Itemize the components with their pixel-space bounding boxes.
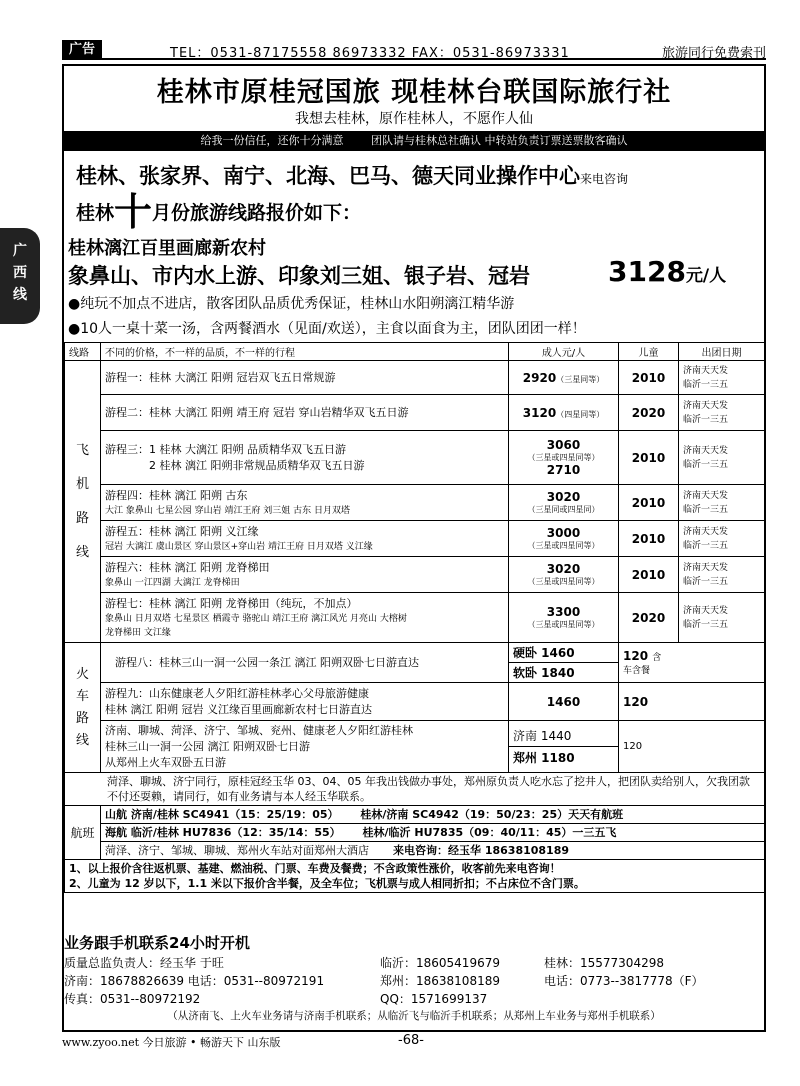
price-note: （三星同或四星同）: [527, 505, 600, 514]
side-tab-char: 西: [13, 265, 27, 281]
footer-website: www.zyoo.net 今日旅游 • 畅游天下 山东版: [62, 1036, 281, 1049]
route-cell: [101, 721, 509, 773]
table-row: [65, 860, 765, 893]
adult-price-cell: [509, 485, 619, 521]
child-price-note: 含: [652, 653, 662, 663]
departure-linyi: 临沂一三五: [683, 414, 729, 425]
col-header-line: 线路: [65, 343, 101, 361]
adult-price-2: 2710: [546, 463, 581, 477]
route-main: 游程六：桂林 漓江 阳朔 龙脊梯田: [105, 560, 270, 574]
departure-linyi: 临沂一三五: [683, 540, 729, 551]
col-header-child: 儿童: [619, 343, 679, 361]
notes-cell: [65, 860, 765, 893]
departure-linyi: 临沂一三五: [683, 379, 729, 390]
price-note: （三星或四星同等）: [527, 541, 600, 550]
departure-jinan: 济南天天发: [683, 365, 729, 376]
operation-center-suffix: 来电咨询: [580, 172, 629, 186]
footer-zhengzhou: 郑州：18638108189: [380, 974, 500, 988]
air-hu-return: 桂林/临沂 HU7835（09：40/11：45）一三五飞: [362, 826, 617, 839]
departure-jinan: 济南天天发: [683, 445, 729, 456]
operation-center-line: [76, 160, 628, 190]
route-cell: [101, 485, 509, 521]
month-pre: 桂林: [76, 202, 115, 224]
departure-jinan: 济南天天发: [683, 490, 729, 501]
route-main-2: 2 桂林 漓江 阳朔非常规品质精华双飞五日游: [149, 458, 365, 472]
ad-tag: 广告: [62, 40, 102, 60]
route-main: 游程七：桂林 漓江 阳朔 龙脊梯田（纯玩，不加点）: [105, 596, 358, 610]
jinan-price: 济南 1440: [509, 725, 618, 747]
departure-linyi: 临沂一三五: [683, 459, 729, 470]
agency-motto: 我想去桂林，原作桂林人，不愿作人仙: [295, 111, 533, 127]
route-cell: [101, 395, 509, 431]
route-sub: 象鼻山 日月双塔 七星景区 栖霞寺 骆驼山 靖江王府 漓江风光 月亮山 大榕树: [105, 613, 407, 624]
route-main-3: 从郑州上火车双卧五日游: [105, 755, 226, 769]
col-header-desc: 不同的价格，不一样的品质，不一样的行程: [101, 343, 509, 361]
footer-quality: 质量总监负责人：经玉华 于旺: [64, 956, 224, 970]
child-meal-note: 车含餐: [623, 666, 651, 676]
product-name: 桂林漓江百里画廊新农村: [68, 238, 266, 259]
product-bullet: ●10人一桌十菜一汤，含两餐酒水（见面/欢送），主食以面食为主，团队团团一样！: [68, 321, 586, 337]
child-price: 2020: [619, 395, 679, 431]
table-row: [65, 721, 765, 773]
departure-linyi: 临沂一三五: [683, 619, 729, 630]
category-char: 火: [75, 666, 89, 682]
table-row: [65, 773, 765, 806]
price-note: （三星或四星同等）: [527, 620, 600, 629]
footer-contact-bar: （从济南飞、上火车业务请与济南手机联系；从临沂飞与临沂手机联系；从郑州上车业务与郑州手机联系）: [167, 1010, 661, 1022]
table-row: [65, 395, 765, 431]
route-cell: [101, 361, 509, 395]
adult-price-cell: [509, 395, 619, 431]
table-row: [65, 361, 765, 395]
adult-price-cell: [509, 593, 619, 643]
route-main: 游程四：桂林 漓江 阳朔 古东: [105, 488, 248, 502]
child-price: 2010: [619, 557, 679, 593]
route-sub: 大江 象鼻山 七星公园 穿山岩 靖江王府 刘三姐 古东 日月双塔: [105, 505, 351, 516]
month-post: 月份旅游线路报价如下：: [152, 202, 362, 224]
child-price: 120: [623, 649, 649, 663]
child-price: 2010: [619, 485, 679, 521]
route-sub: 桂林 漓江 阳朔 冠岩 义江缘百里画廊新农村七日游直达: [105, 702, 372, 716]
hard-sleeper-price: 硬卧 1460: [509, 643, 618, 663]
adult-price: 2920: [522, 370, 557, 385]
departure-cell: [679, 485, 765, 521]
footer-heading: 业务跟手机联系24小时开机: [64, 934, 250, 952]
departure-jinan: 济南天天发: [683, 400, 729, 411]
adult-price: 3120: [522, 405, 557, 420]
departure-linyi: 临沂一三五: [683, 504, 729, 515]
header-tel-fax: TEL：0531-87175558 86973332 FAX：0531-86973331: [170, 46, 570, 61]
route-main: 游程五：桂林 漓江 阳朔 义江缘: [105, 524, 259, 538]
month-heading: [76, 190, 362, 234]
route-main: 游程三：1 桂林 大漓江 阳朔 品质精华双飞五日游: [105, 442, 346, 456]
adult-price: 3000: [546, 526, 581, 540]
table-row: [65, 431, 765, 485]
adult-price-cell: [509, 721, 619, 773]
adult-price: 3020: [546, 490, 581, 504]
category-air: 航班: [65, 806, 101, 860]
adult-price-cell: [509, 557, 619, 593]
footer-fax: 传真：0531--80972192: [64, 992, 201, 1006]
adult-price: 3300: [546, 605, 581, 619]
table-header-row: [65, 343, 765, 361]
zhengzhou-price: 郑州 1180: [513, 751, 575, 765]
footer-guilin-phone: 电话：0773--3817778（F）: [544, 974, 704, 988]
route-main-2: 桂林三山一洞一公园 漓江 阳朔双卧七日游: [105, 739, 310, 753]
route-cell: [101, 521, 509, 557]
table-row: [65, 557, 765, 593]
adult-price: 1460: [509, 683, 619, 721]
category-char: 机: [75, 476, 89, 492]
child-price: 120: [619, 683, 765, 721]
price-note: （三星或四星同等）: [527, 453, 600, 462]
header-free-copy: 旅游同行免费索刊: [661, 46, 766, 61]
category-flight: [65, 361, 101, 643]
price-note: （三星或四星同等）: [527, 577, 600, 586]
product-bullet: ●纯玩不加点不进店，散客团队品质优秀保证，桂林山水阳朔漓江精华游: [68, 296, 515, 312]
category-char: 线: [75, 544, 89, 560]
departure-cell: [679, 593, 765, 643]
guangxi-line-side-tab: [0, 228, 40, 324]
operation-center-text: 桂林、张家界、南宁、北海、巴马、德天同业操作中心: [76, 164, 580, 188]
footer-jinan: 济南：18678826639 电话：0531--80972191: [64, 974, 325, 988]
product-price-value: 3128: [608, 255, 686, 288]
route-main: 济南、聊城、菏泽、济宁、邹城、兖州、健康老人夕阳红游桂林: [105, 723, 413, 737]
notice-cell: 菏泽、聊城、济宁同行，原桂冠经玉华 03、04、05 年我出钱做办事处，郑州原负责人吃水忘了挖井人，把团队卖给别人，欠我团款不付还耍赖，请同行，如有业务请与本人经玉华联系。: [65, 773, 765, 806]
departure-cell: [679, 431, 765, 485]
adult-price-cell: [509, 521, 619, 557]
price-table: [64, 342, 765, 893]
category-char: 飞: [75, 442, 89, 458]
col-header-adult: 成人元/人: [509, 343, 619, 361]
adult-price-cell: [509, 643, 619, 683]
side-tab-char: 广: [13, 243, 27, 259]
child-price-cell: [619, 643, 765, 683]
air-line-1: [101, 806, 765, 824]
departure-cell: [679, 395, 765, 431]
trust-bar: [64, 131, 764, 151]
route-sub-2: 龙脊梯田 文江缘: [105, 627, 171, 638]
price-note: （四星同等）: [556, 409, 605, 419]
note-2: 2、儿童为 12 岁以下，1.1 米以下报价含半餐，及全车位；飞机票与成人相同折扣；不占床位不含门票。: [69, 877, 585, 890]
trust-confirm: 团队请与桂林总社确认 中转站负责订票送票散客确认: [371, 134, 628, 147]
departure-linyi: 临沂一三五: [683, 576, 729, 587]
departure-cell: [679, 361, 765, 395]
route-main: 游程一：桂林 大漓江 阳朔 冠岩双飞五日常规游: [105, 370, 336, 384]
table-row: [65, 485, 765, 521]
top-header-bar: [62, 40, 766, 60]
table-row: [65, 683, 765, 721]
adult-price-cell: [509, 431, 619, 485]
route-main: 游程二：桂林 大漓江 阳朔 靖王府 冠岩 穿山岩精华双飞五日游: [105, 405, 409, 419]
month-big: 十: [114, 190, 153, 234]
child-price: 2010: [619, 361, 679, 395]
trust-slogan: 给我一份信任，还你十分满意: [200, 134, 344, 147]
departure-jinan: 济南天天发: [683, 605, 729, 616]
category-char: 线: [75, 732, 89, 748]
adult-price: 3060: [546, 438, 581, 452]
adult-price-cell: [509, 361, 619, 395]
product-price: [608, 255, 726, 288]
table-row: [65, 643, 765, 683]
air-line-3: [101, 842, 765, 860]
route-cell: [101, 593, 509, 643]
child-price: 2010: [619, 521, 679, 557]
col-header-departure: 出团日期: [679, 343, 765, 361]
departure-jinan: 济南天天发: [683, 526, 729, 537]
route-main: 游程九：山东健康老人夕阳红游桂林孝心父母旅游健康: [105, 686, 369, 700]
table-row: [65, 593, 765, 643]
soft-sleeper-price: 软卧 1840: [513, 666, 575, 680]
route-cell: [101, 643, 509, 683]
route-cell: [101, 683, 509, 721]
child-price: 120: [619, 721, 765, 773]
price-note: （三星同等）: [556, 374, 605, 384]
air-sc-outbound: 山航 济南/桂林 SC4941（15：25/19：05）: [105, 808, 339, 821]
note-1: 1、以上报价含往返机票、基建、燃油税、门票、车费及餐费；不含政策性涨价，收客前先来电咨询！: [69, 862, 561, 875]
departure-cell: [679, 557, 765, 593]
route-sub: 象鼻山 一江四湖 大漓江 龙脊梯田: [105, 577, 240, 588]
air-contact: 来电咨询：经玉华 18638108189: [393, 844, 570, 857]
route-cell: [101, 557, 509, 593]
departure-cell: [679, 521, 765, 557]
category-char: 路: [75, 710, 89, 726]
category-char: 车: [75, 688, 89, 704]
side-tab-char: 线: [13, 287, 27, 303]
table-row: [65, 842, 765, 860]
footer-linyi: 临沂：18605419679: [380, 956, 500, 970]
air-hu-outbound: 海航 临沂/桂林 HU7836（12：35/14：55）: [105, 826, 341, 839]
child-price: 2010: [619, 431, 679, 485]
adult-price: 3020: [546, 562, 581, 576]
air-line-2: [101, 824, 765, 842]
route-cell: [101, 431, 509, 485]
category-train: [65, 643, 101, 773]
route-sub: 冠岩 大漓江 虞山景区 穿山景区+穿山岩 靖江王府 日月双塔 义江缘: [105, 541, 373, 552]
footer-guilin: 桂林：15577304298: [544, 956, 664, 970]
departure-jinan: 济南天天发: [683, 562, 729, 573]
table-row: [65, 824, 765, 842]
air-sc-return: 桂林/济南 SC4942（19：50/23：25）天天有航班: [360, 808, 624, 821]
product-spots: 象鼻山、市内水上游、印象刘三姐、银子岩、冠岩: [68, 264, 530, 288]
page-number: -68-: [398, 1033, 424, 1048]
agency-title: 桂林市原桂冠国旅 现桂林台联国际旅行社: [156, 77, 672, 108]
footer-qq: QQ：1571699137: [380, 992, 488, 1006]
table-row: [65, 806, 765, 824]
product-price-unit: 元/人: [685, 266, 727, 286]
air-zhengzhou-office: 菏泽、济宁、邹城、聊城、郑州火车站对面郑州大酒店: [105, 844, 369, 857]
category-char: 路: [75, 510, 89, 526]
route-main: 游程八：桂林三山一洞一公园一条江 漓江 阳朔双卧七日游直达: [115, 655, 419, 669]
child-price: 2020: [619, 593, 679, 643]
table-row: [65, 521, 765, 557]
